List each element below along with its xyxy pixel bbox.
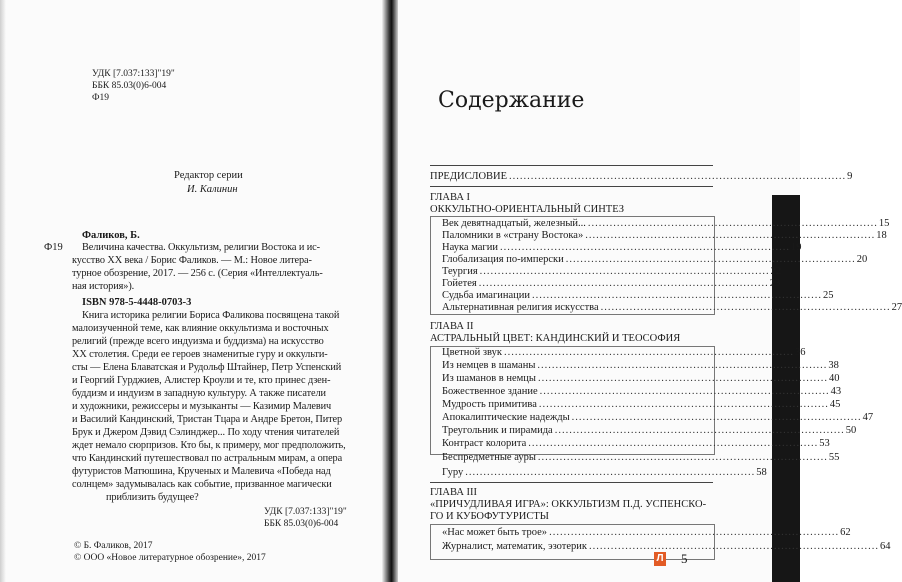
dot-leader: ................................................................................ [554, 425, 845, 436]
toc-entry[interactable] [442, 385, 842, 398]
description-line: XX столетия. Среди ее героев знаменитые гуру и оккульти- [72, 349, 328, 360]
toc-entry-title: Из шаманов в немцы [442, 373, 536, 384]
dot-leader: ................................................................................ [465, 467, 756, 478]
toc-entry-page: 53 [819, 438, 830, 449]
toc-entry[interactable] [442, 372, 840, 385]
toc-entry-page: 22 [770, 266, 782, 277]
toc-entry-title: Из немцев в шаманы [442, 360, 536, 371]
toc-entry[interactable] [442, 398, 841, 411]
description-line: солнцем» задумывалась как событие, призванное магически [72, 479, 332, 490]
toc-entry-page: 58 [756, 467, 767, 478]
toc-entry-page: 23 [769, 278, 781, 289]
description-line: Брук и Джером Дэвид Сэлинджер... По ходу чтения читателей [72, 427, 340, 438]
toc-entry-page: 25 [823, 290, 834, 301]
catalog-line: ная история»). [72, 281, 135, 292]
dot-leader: ................................................................................ [538, 399, 829, 410]
toc-entry-page: 15 [878, 218, 890, 229]
description-line: и Василий Кандинский, Тристан Тцара и Андре Бретон, Питер [72, 414, 343, 425]
isbn: ISBN 978-5-4448-0703-3 [82, 297, 192, 308]
toc-entry[interactable] [442, 346, 806, 359]
toc-entry-title: Судьба имагинации [442, 290, 531, 301]
chapter-label: ГЛАВА II [430, 321, 474, 332]
toc-entry[interactable] [442, 540, 891, 553]
dot-leader: ................................................................................ [478, 278, 769, 289]
catalog-code: Ф19 [44, 242, 63, 253]
chapter-title: ОККУЛЬТНО-ОРИЕНТАЛЬНЫЙ СИНТЕЗ [430, 204, 625, 215]
bbk-code-bottom: ББК 85.03(0)6-004 [264, 519, 339, 529]
toc-entry-title: Контраст колорита [442, 438, 527, 449]
divider-line [430, 482, 713, 483]
author-heading: Фаликов, Б. [82, 230, 140, 241]
dot-leader: ................................................................................ [537, 373, 828, 384]
dot-leader: ................................................................................ [503, 347, 794, 358]
toc-entry-page: 45 [829, 399, 841, 410]
author-sign-top: Ф19 [92, 93, 110, 103]
dot-leader: ................................................................................ [479, 266, 770, 277]
toc-entry-title: Журналист, математик, эзотерик [442, 541, 587, 552]
toc-entry-page: 62 [840, 527, 851, 538]
catalog-line: Величина качества. Оккультизм, религии Востока и ис- [82, 242, 320, 253]
dot-leader: ................................................................................ [589, 541, 879, 552]
dot-leader: ................................................................................ [585, 230, 876, 241]
dot-leader: ................................................................................ [537, 360, 828, 371]
dot-leader: ................................................................................ [532, 290, 823, 301]
description-line: и художники, режиссеры и музыканты — Казимир Малевич [72, 401, 332, 412]
toc-entry[interactable] [442, 437, 830, 450]
description-line: что Кандинский путешествовал по астральным мирам, а опера [72, 453, 343, 464]
page-number: 5 [681, 551, 688, 566]
toc-entry[interactable] [442, 424, 857, 437]
toc-entry-page: 9 [847, 171, 853, 182]
toc-entry-title: Цветной звук [442, 347, 502, 358]
description-line: буддизм и индуизм в западную культуру. А также писатели [72, 388, 326, 399]
dot-leader: ................................................................................ [528, 438, 819, 449]
toc-entry-page: 50 [845, 425, 857, 436]
toc-entry-page: 19 [790, 242, 802, 253]
toc-entry[interactable] [442, 526, 851, 539]
toc-entry-page: 64 [880, 541, 891, 552]
toc-entry-title: Божественное здание [442, 386, 538, 397]
toc-entry-page: 36 [794, 347, 806, 358]
description-line: приблизить будущее? [106, 492, 199, 503]
toc-entry[interactable] [442, 411, 874, 424]
chapter-label: ГЛАВА III [430, 487, 478, 498]
bbk-code-top: ББК 85.03(0)6-004 [92, 81, 167, 91]
toc-entry-title: Теургия [442, 266, 478, 277]
description-line: и Георгий Гурджиев, Алистер Кроули и те, кто принес дзен- [72, 375, 331, 386]
toc-entry-page: 18 [876, 230, 887, 241]
toc-entry-page: 38 [828, 360, 839, 371]
chapter-title: «ПРИЧУДЛИВАЯ ИГРА»: ОККУЛЬТИЗМ П.Д. УСПЕНСКО- [430, 499, 707, 510]
toc-entry-title: Треугольник и пирамида [442, 425, 553, 436]
dot-leader: ............................................................................................. [509, 171, 847, 182]
toc-entry-title: Паломники в «страну Востока» [442, 230, 584, 241]
labirint-logo-icon: Л [654, 552, 666, 566]
toc-entry-title: Беспредметные ауры [442, 452, 536, 463]
toc-entry-title: ПРЕДИСЛОВИЕ [430, 171, 508, 182]
description-line: сты — Елена Блаватская и Рудольф Штайнер, Петр Успенский [72, 362, 342, 373]
dot-leader: ................................................................................ [537, 452, 828, 463]
toc-entry-title: Гуру [442, 467, 464, 478]
toc-entry-title: Наука магии [442, 242, 498, 253]
description-line: малоизученной теме, как влияние оккультизма и восточных [72, 323, 329, 334]
chapter-label: ГЛАВА I [430, 192, 471, 203]
dot-leader: ................................................................................ [600, 302, 891, 313]
description-line: Книга историка религии Бориса Фаликова посвящена такой [82, 310, 340, 321]
toc-title: Содержание [438, 88, 585, 113]
toc-entry-title: «Нас может быть трое» [442, 527, 548, 538]
toc-entry-page: 20 [856, 254, 868, 265]
chapter-title: ГО И КУБОФУТУРИСТЫ [430, 511, 549, 522]
toc-entry-title: Век девятнадцатый, железный... [442, 218, 586, 229]
description-line: ждет немало сюрпризов. Кто бы, к примеру, мог предположить, [72, 440, 346, 451]
toc-entry-title: Гойетея [442, 278, 477, 289]
series-editor-name: И. Калинин [187, 184, 238, 195]
dot-leader: ................................................................................ [571, 412, 862, 423]
dot-leader: ................................................................................ [539, 386, 830, 397]
toc-preface[interactable] [430, 170, 853, 183]
catalog-line: турное обозрение, 2017. — 256 с. (Серия «Интеллектуаль- [72, 268, 323, 279]
series-editor-label: Редактор серии [174, 170, 243, 181]
description-line: религий (прежде всего индуизма и буддизма) на искусство [72, 336, 324, 347]
toc-entry-page: 40 [828, 373, 840, 384]
toc-entry-title: Мудрость примитива [442, 399, 537, 410]
toc-entry-title: Глобализация по-имперски [442, 254, 564, 265]
udc-code-top: УДК [7.037:133]"19" [92, 69, 175, 79]
copyright-publisher: © ООО «Новое литературное обозрение», 2017 [74, 553, 266, 563]
toc-entry[interactable] [442, 451, 840, 464]
dot-leader: ................................................................................ [565, 254, 856, 265]
toc-entry[interactable] [442, 466, 767, 479]
toc-entry-page: 27 [891, 302, 902, 313]
toc-entry-title: Апокалиптические надежды [442, 412, 570, 423]
chapter-title: АСТРАЛЬНЫЙ ЦВЕТ: КАНДИНСКИЙ И ТЕОСОФИЯ [430, 333, 681, 344]
catalog-line: кусство XX века / Борис Фаликов. — М.: Новое литера- [72, 255, 312, 266]
dot-leader: ................................................................................ [587, 218, 878, 229]
toc-entry-title: Альтернативная религия искусства [442, 302, 599, 313]
toc-entry[interactable] [442, 359, 839, 372]
divider-line [430, 165, 713, 166]
toc-entry[interactable] [442, 301, 902, 314]
divider-line [430, 186, 713, 187]
toc-entry-page: 43 [830, 386, 842, 397]
toc-entry-page: 47 [862, 412, 874, 423]
udc-code-bottom: УДК [7.037:133]"19" [264, 507, 347, 517]
copyright-author: © Б. Фаликов, 2017 [74, 541, 153, 551]
toc-entry-page: 55 [828, 452, 840, 463]
left-page-edge [0, 0, 6, 582]
dot-leader: ................................................................................ [549, 527, 840, 538]
dot-leader: ................................................................................ [499, 242, 790, 253]
description-line: футуристов Матюшина, Крученых и Малевича «Победа над [72, 466, 331, 477]
